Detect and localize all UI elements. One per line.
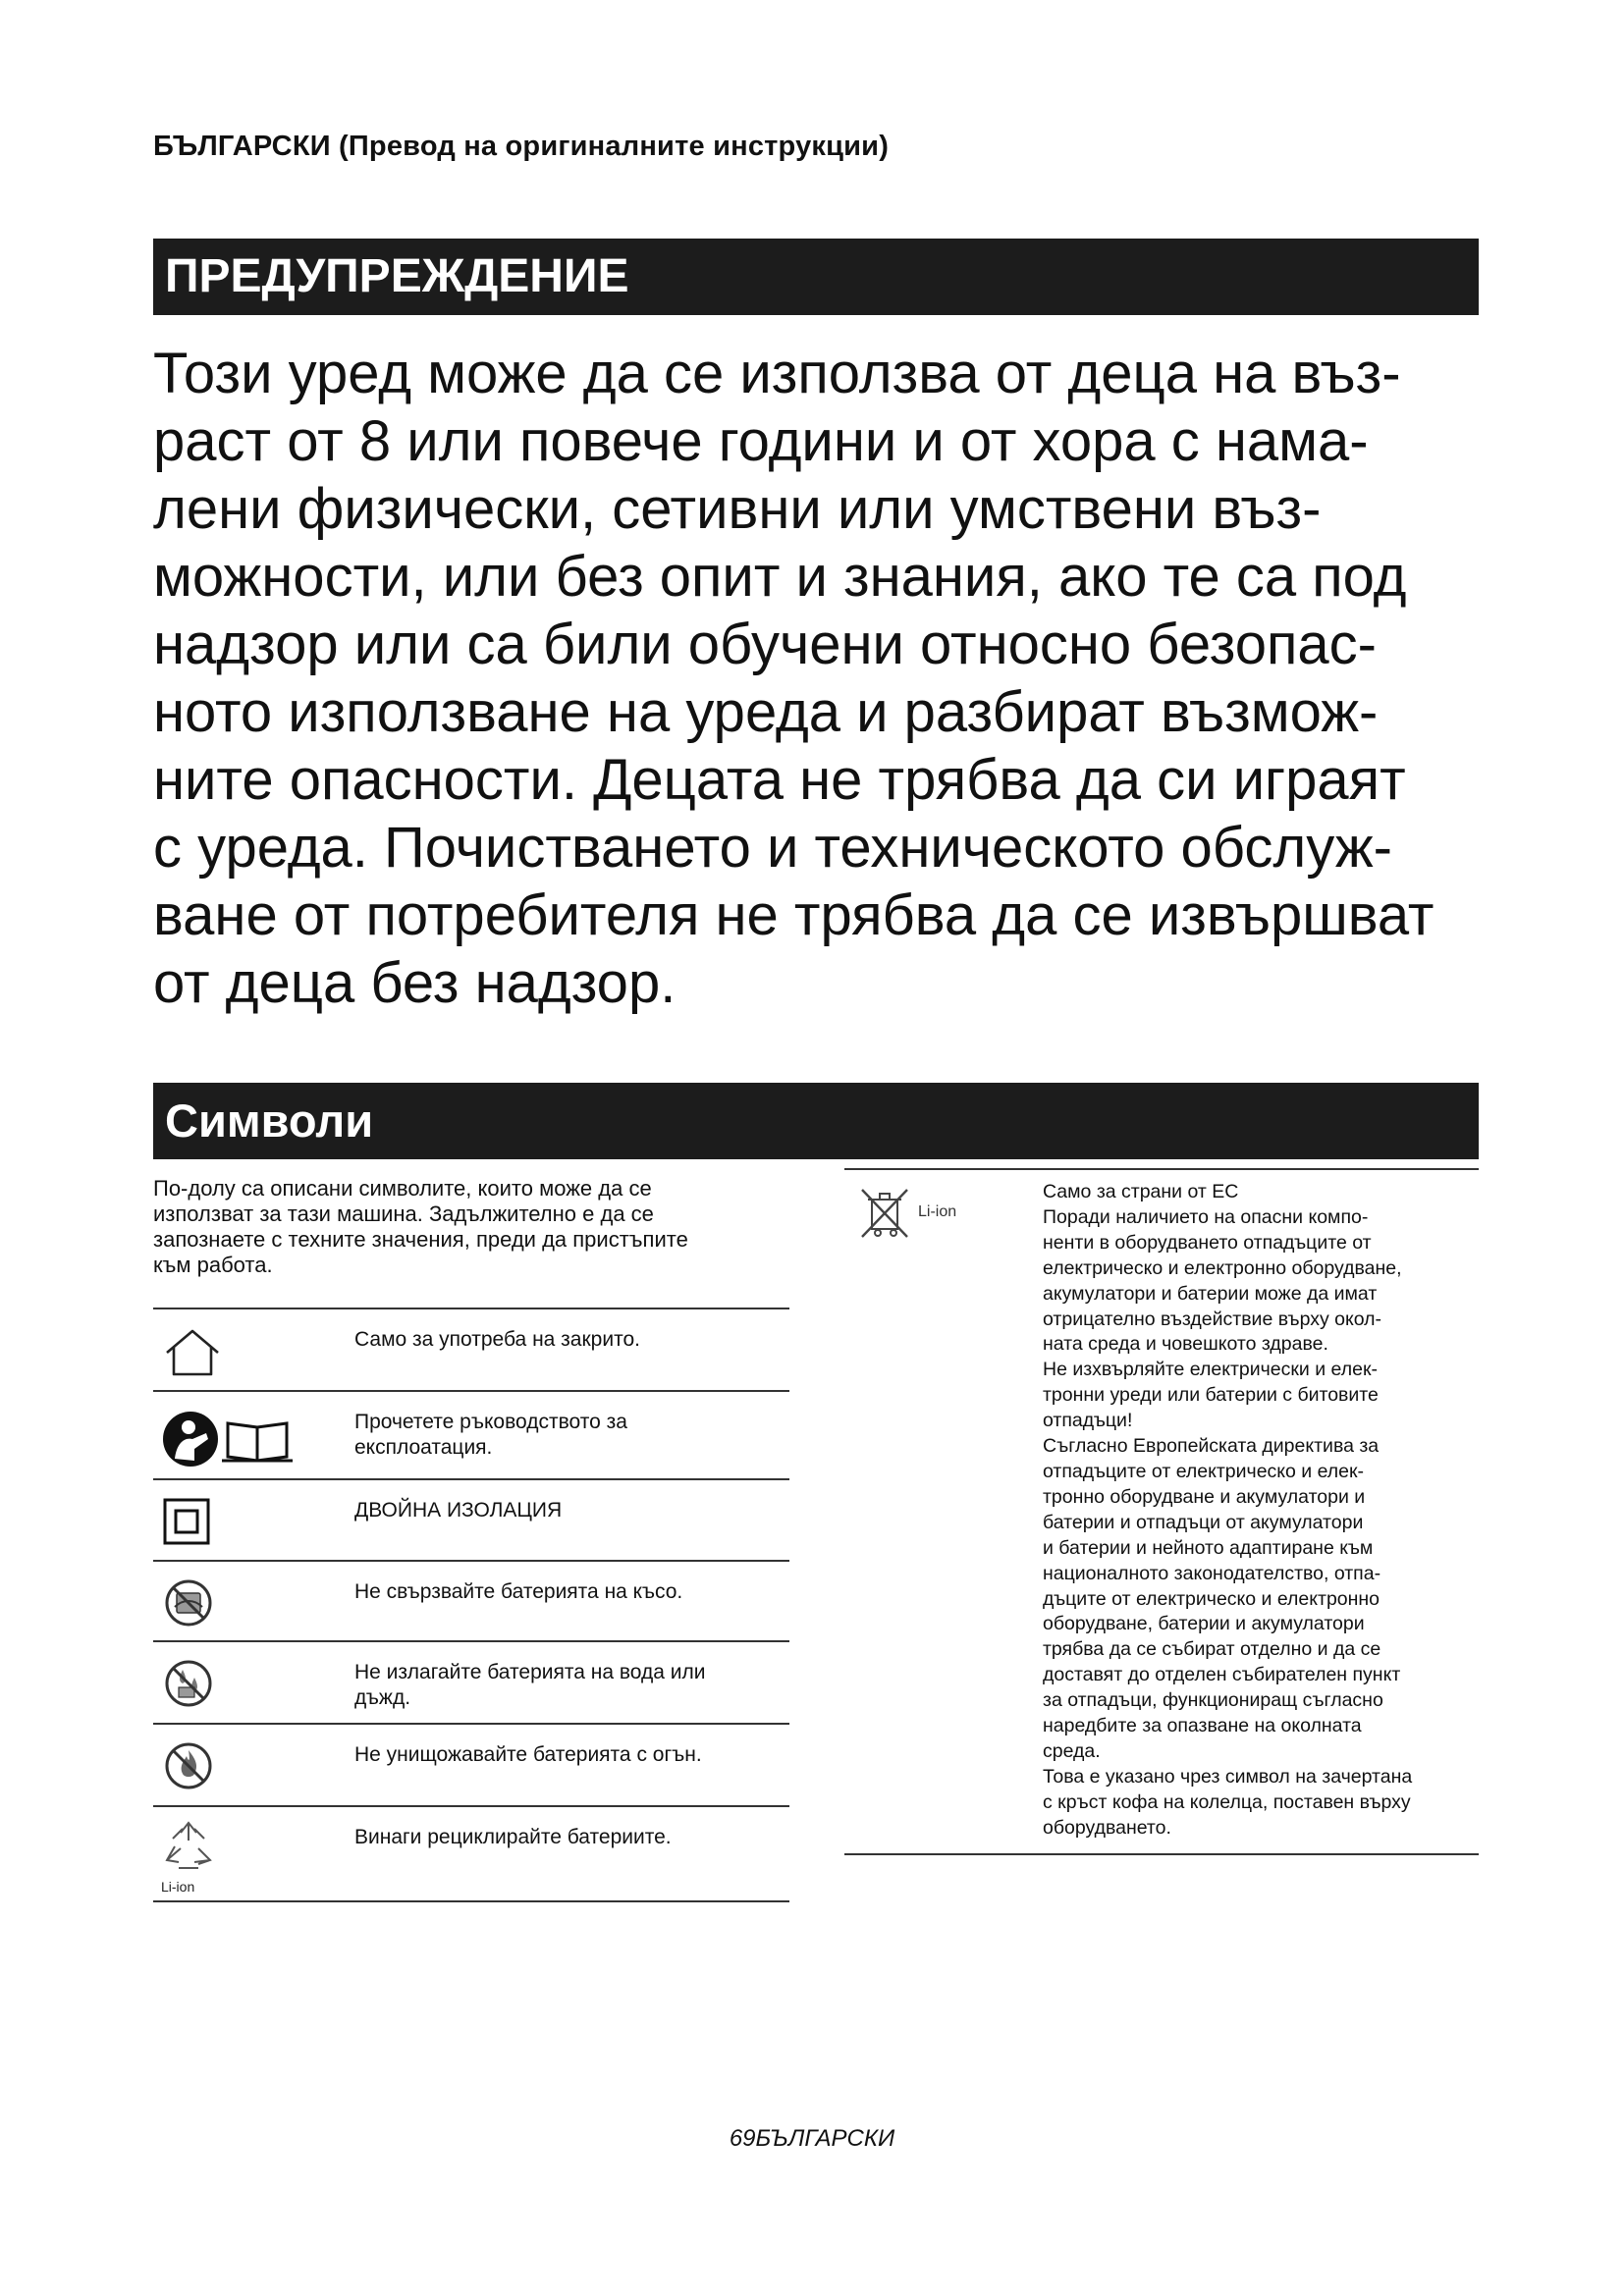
- weee-line: ненти в оборудването отпадъците от: [1043, 1231, 1372, 1254]
- warning-text: [153, 340, 1508, 1017]
- double-insulation-icon: [159, 1494, 218, 1553]
- symbol-row: [153, 1309, 789, 1392]
- warning-heading: ПРЕДУПРЕЖДЕНИЕ: [153, 239, 1479, 315]
- weee-line: Съгласно Европейската директива за: [1043, 1435, 1380, 1458]
- weee-line: ната среда и човешкото здраве.: [1043, 1333, 1328, 1356]
- intro-line: използват за тази машина. Задължително е да се: [153, 1201, 654, 1226]
- read-manual-icon: [159, 1404, 297, 1472]
- intro-line: По-долу са описани символите, които може да се: [153, 1176, 652, 1201]
- weee-line: Не изхвърляйте електрически и елек-: [1043, 1359, 1379, 1381]
- house-icon: [159, 1323, 238, 1382]
- warning-line: с уреда. Почистването и техническото обслуж-: [153, 816, 1392, 880]
- symbol-row: [153, 1807, 789, 1902]
- weee-line: Това е указано чрез символ на зачертана: [1043, 1765, 1413, 1788]
- symbols-intro: [153, 1176, 801, 1278]
- intro-line: запознаете с техните значения, преди да пристъпите: [153, 1227, 688, 1252]
- symbol-row: [153, 1725, 789, 1807]
- weee-line: Само за страни от ЕС: [1043, 1181, 1239, 1202]
- crossed-bin-icon: [856, 1184, 915, 1243]
- weee-line: трябва да се събират отделно и да се: [1043, 1638, 1381, 1661]
- weee-line: и батерии и нейното адаптиране към: [1043, 1536, 1374, 1559]
- warning-line: можности, или без опит и знания, ако те са под: [153, 545, 1407, 609]
- symbol-description: Не свързвайте батерията на късо.: [354, 1580, 683, 1603]
- page-title: БЪЛГАРСКИ (Превод на оригиналните инструкции): [153, 131, 890, 162]
- page-footer: 69БЪЛГАРСКИ: [729, 2125, 895, 2152]
- weee-line: тронни уреди или батерии с битовите: [1043, 1384, 1379, 1407]
- warning-line: надзор или са били обучени относно безопас-: [153, 613, 1377, 676]
- weee-icon-label: Li-ion: [918, 1203, 957, 1220]
- symbol-row: [153, 1642, 789, 1725]
- weee-line: доставят до отделен събирателен пункт: [1043, 1664, 1401, 1686]
- no-fire-icon: [159, 1736, 218, 1795]
- symbol-description: Не унищожавайте батерията с огън.: [354, 1743, 702, 1766]
- no-short-circuit-icon: [159, 1574, 218, 1632]
- warning-line: раст от 8 или повече години и от хора с нама-: [153, 409, 1369, 473]
- weee-line: дъците от електрическо и електронно: [1043, 1587, 1380, 1610]
- intro-line: към работа.: [153, 1253, 273, 1277]
- weee-line: за отпадъци, функциониращ съгласно: [1043, 1689, 1383, 1712]
- weee-line: отрицателно въздействие върху окол-: [1043, 1308, 1382, 1330]
- warning-line: ното използване на уреда и разбират възмож-: [153, 680, 1379, 744]
- symbol-description: Не излагайте батерията на вода или дъжд.: [354, 1661, 706, 1709]
- warning-line: лени физически, сетивни или умствени въз-: [153, 477, 1322, 541]
- symbol-description: Винаги рециклирайте батериите.: [354, 1826, 672, 1848]
- weee-line: отпадъците от електрическо и елек-: [1043, 1460, 1365, 1482]
- recycle-icon-label: Li-ion: [161, 1879, 195, 1895]
- symbol-row: [153, 1562, 789, 1642]
- symbol-row: [153, 1392, 789, 1480]
- weee-line: с кръст кофа на колелца, поставен върху: [1043, 1790, 1411, 1813]
- weee-line: акумулатори и батерии може да имат: [1043, 1282, 1378, 1305]
- weee-line: националното законодателство, отпа-: [1043, 1562, 1381, 1584]
- weee-line: отпадъци!: [1043, 1410, 1133, 1432]
- symbols-heading: Символи: [153, 1083, 1479, 1159]
- no-water-icon: [159, 1654, 218, 1713]
- weee-line: тронно оборудване и акумулатори и: [1043, 1485, 1366, 1508]
- weee-text: [1043, 1180, 1475, 1842]
- symbol-description: Прочетете ръководството за експлоатация.: [354, 1411, 627, 1459]
- warning-line: от деца без надзор.: [153, 951, 677, 1015]
- recycle-icon: [159, 1819, 218, 1897]
- weee-line: Поради наличието на опасни компо-: [1043, 1205, 1369, 1228]
- weee-block: [844, 1168, 1479, 1855]
- weee-line: среда.: [1043, 1739, 1101, 1762]
- warning-line: ните опасности. Децата не трябва да си играят: [153, 748, 1406, 812]
- weee-line: наредбите за опазване на околната: [1043, 1715, 1362, 1737]
- warning-line: Този уред може да се използва от деца на въз-: [153, 342, 1401, 405]
- warning-line: ване от потребителя не трябва да се извършват: [153, 883, 1435, 947]
- weee-line: батерии и отпадъци от акумулатори: [1043, 1511, 1364, 1533]
- weee-line: оборудване, батерии и акумулатори: [1043, 1613, 1365, 1635]
- symbol-row: [153, 1480, 789, 1562]
- symbol-table: [153, 1308, 789, 1902]
- weee-line: електрическо и електронно оборудване,: [1043, 1256, 1402, 1279]
- weee-line: оборудването.: [1043, 1816, 1171, 1839]
- symbol-description: ДВОЙНА ИЗОЛАЦИЯ: [354, 1499, 563, 1522]
- symbol-description: Само за употреба на закрито.: [354, 1328, 640, 1351]
